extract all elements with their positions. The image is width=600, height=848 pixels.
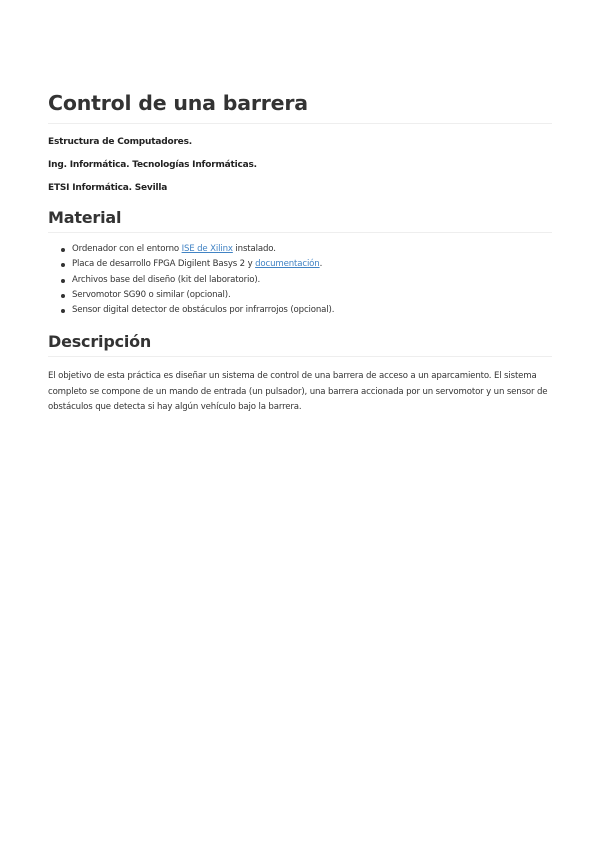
ise-xilinx-link[interactable]: ISE de Xilinx [181, 244, 233, 254]
bullet-icon [61, 248, 65, 252]
list-item-text: Ordenador con el entorno [72, 244, 182, 254]
list-item [72, 273, 552, 288]
bullet-icon [61, 279, 65, 283]
documentation-link[interactable]: documentación [255, 259, 320, 270]
material-list [48, 242, 552, 318]
list-item-text: Archivos base del diseño (kit del laboratorio). [72, 274, 261, 285]
school-name: ETSI Informática. Sevilla [48, 183, 168, 193]
list-item-text: Servomotor SG90 o similar (opcional). [72, 289, 231, 300]
bullet-icon [61, 309, 65, 313]
description-paragraph: El objetivo de esta práctica es diseñar un sistema de control de una barrera de acceso a un aparcamiento. El sistema completo se compone de un mando de entrada (un pulsador), una barrera accionada por un servomotor y un sensor de obstáculos que detecta si hay algún vehículo bajo la barrera. [48, 371, 548, 413]
list-item-text: Sensor digital detector de obstáculos por infrarrojos (opcional). [72, 305, 335, 316]
list-item-text: Placa de desarrollo FPGA Digilent Basys 2 y [72, 259, 256, 270]
course-name: Estructura de Computadores. [48, 137, 192, 147]
material-heading: Material [48, 207, 552, 233]
list-item-text: instalado. [232, 244, 276, 254]
list-item [72, 303, 552, 318]
page-title: Control de una barrera [48, 88, 552, 124]
bullet-icon [61, 263, 65, 267]
document-content [48, 88, 552, 416]
list-item-text: . [319, 259, 323, 270]
list-item [72, 257, 552, 272]
bullet-icon [61, 294, 65, 298]
degree-name: Ing. Informática. Tecnologías Informáticas. [48, 160, 257, 170]
list-item [72, 242, 552, 257]
list-item [72, 288, 552, 303]
description-heading: Descripción [48, 331, 552, 357]
